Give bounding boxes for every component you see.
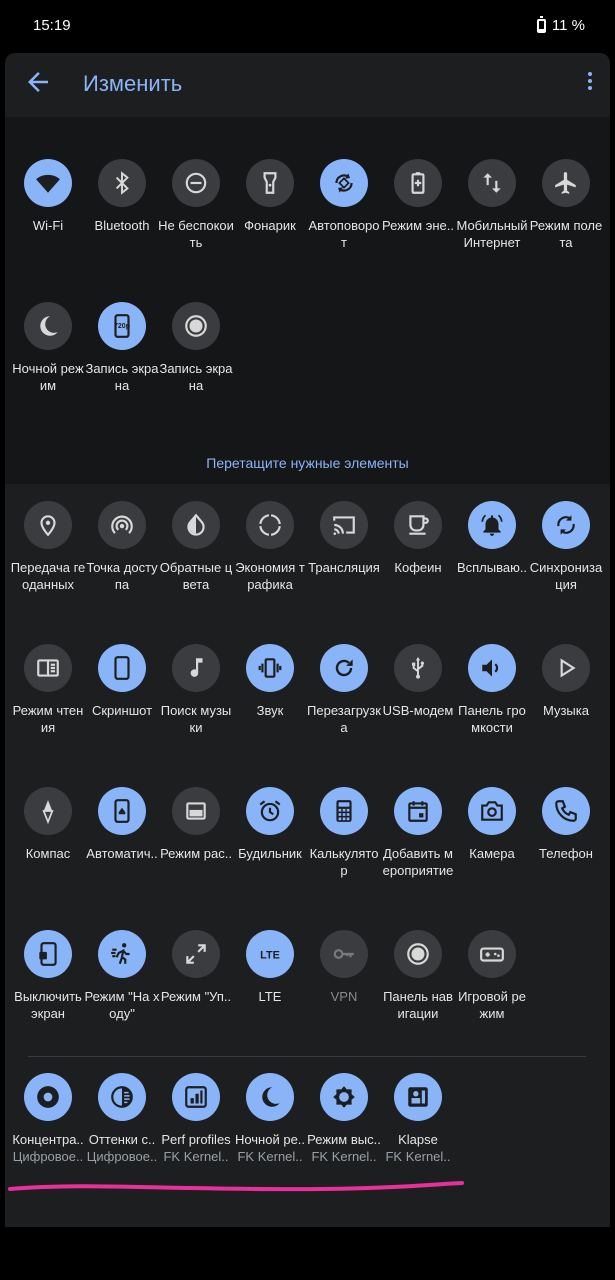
contrast-icon [98, 1073, 146, 1121]
app-bar [5, 53, 610, 113]
record-icon [172, 302, 220, 350]
tile-camera[interactable] [454, 787, 530, 862]
flashlight-icon [246, 159, 294, 207]
tile-sublabel: FK Kernel.. [385, 1149, 451, 1164]
tile-screenshot[interactable] [84, 644, 160, 719]
minus-circle-icon [172, 159, 220, 207]
tile-label: Режим "Уп.. [160, 989, 232, 1004]
tile-auto-brightness[interactable] [84, 787, 160, 862]
tile-screen-record[interactable] [158, 302, 234, 394]
tile-sublabel: FK Kernel.. [237, 1149, 303, 1164]
calculator-icon [320, 787, 368, 835]
tile-reading-mode[interactable] [10, 644, 86, 736]
tile-label: Фонарик [244, 218, 296, 233]
compass-icon [24, 787, 72, 835]
sync-icon [542, 501, 590, 549]
tile-screen-record-720[interactable] [84, 302, 160, 394]
battery-percent: 11 % [551, 17, 585, 34]
tile-reboot[interactable] [306, 644, 382, 736]
tile-caffeine[interactable] [380, 501, 456, 576]
lte-icon [246, 930, 294, 978]
tile-label: Запись экрана [159, 361, 233, 393]
tile-label: Режим "На ходу" [84, 989, 160, 1021]
music-note-icon [172, 644, 220, 692]
hotspot-icon [98, 501, 146, 549]
tile-label: Автоматич.. [86, 846, 158, 861]
back-arrow-icon[interactable] [23, 67, 53, 97]
edit-panel [5, 53, 610, 1227]
tile-label: Компас [25, 846, 71, 861]
tile-label: Запись экрана [85, 361, 159, 393]
tile-label: Точка доступа [86, 560, 158, 592]
record-icon [394, 930, 442, 978]
moon-icon [246, 1073, 294, 1121]
tile-label: Режим полета [529, 218, 603, 250]
tile-one-hand[interactable] [158, 930, 234, 1005]
battery-plus-icon [394, 159, 442, 207]
display-mode-icon [172, 787, 220, 835]
battery-indicator [537, 17, 585, 34]
tile-location[interactable] [10, 501, 86, 593]
usb-icon [394, 644, 442, 692]
tile-display-mode[interactable] [158, 787, 234, 862]
tile-wifi[interactable] [10, 159, 86, 234]
book-icon [24, 644, 72, 692]
tile-label: Klapse [398, 1132, 438, 1147]
tile-music[interactable] [528, 644, 604, 719]
tile-hotspot[interactable] [84, 501, 160, 593]
drag-hint: Перетащите нужные элементы [206, 455, 409, 471]
bluetooth-icon [98, 159, 146, 207]
call-icon [542, 787, 590, 835]
screen-off-icon [24, 930, 72, 978]
more-options-icon[interactable] [580, 69, 600, 97]
tile-sublabel: Цифровое.. [86, 1149, 158, 1164]
tile-label: Ночной режим [12, 361, 84, 393]
camera-icon [468, 787, 516, 835]
wifi-icon [24, 159, 72, 207]
tile-label: Трансляция [308, 560, 380, 575]
tile-label: Панель громкости [458, 703, 526, 735]
tile-label: Концентра.. [12, 1132, 84, 1147]
target-icon [24, 1073, 72, 1121]
tile-night-mode[interactable] [10, 302, 86, 394]
vibrate-icon [246, 644, 294, 692]
tile-label: VPN [330, 989, 358, 1004]
tile-label: Кофеин [394, 560, 442, 575]
airplane-icon [542, 159, 590, 207]
brightness-icon [320, 1073, 368, 1121]
tile-label: Синхронизация [529, 560, 603, 592]
tile-label: Не беспокоить [158, 218, 234, 250]
tile-airplane[interactable] [528, 159, 604, 251]
tile-night-fk[interactable] [232, 1073, 308, 1165]
tile-phone[interactable] [528, 787, 604, 862]
expand-icon [172, 930, 220, 978]
tile-klapse[interactable] [380, 1073, 456, 1165]
tile-label: Перезагрузка [307, 703, 381, 735]
tile-label: Скриншот [91, 703, 153, 718]
tile-invert-colors[interactable] [158, 501, 234, 593]
tile-grayscale[interactable] [84, 1073, 160, 1165]
tile-sublabel: FK Kernel.. [311, 1149, 377, 1164]
tile-label: Режим чтения [12, 703, 84, 735]
tile-label: Выключить экран [14, 989, 82, 1021]
moon-icon [24, 302, 72, 350]
tile-perf-profiles[interactable] [158, 1073, 234, 1165]
tile-label: Wi-Fi [32, 218, 64, 233]
calendar-icon [394, 787, 442, 835]
tile-mobile-data[interactable] [454, 159, 530, 251]
tile-add-event[interactable] [380, 787, 456, 879]
mobile-data-icon [468, 159, 516, 207]
tile-label: Оттенки с.. [88, 1132, 156, 1147]
navigation-bar [0, 1227, 615, 1280]
volume-icon [468, 644, 516, 692]
tile-music-search[interactable] [158, 644, 234, 736]
tile-label: Режим эне.. [382, 218, 454, 233]
key-icon [320, 930, 368, 978]
tile-on-the-go[interactable] [84, 930, 160, 1022]
dashboard-icon [172, 1073, 220, 1121]
tile-game-mode[interactable] [454, 930, 530, 1022]
tile-label: Режим выс.. [307, 1132, 381, 1147]
tile-label: Игровой режим [458, 989, 526, 1021]
tile-battery-saver[interactable] [380, 159, 456, 234]
tile-label: Камера [469, 846, 515, 861]
tile-label: Музыка [543, 703, 589, 718]
data-saver-icon [246, 501, 294, 549]
tile-compass[interactable] [10, 787, 86, 862]
tile-usb-modem[interactable] [380, 644, 456, 719]
tile-bluetooth[interactable] [84, 159, 160, 234]
tile-label: Perf profiles [161, 1132, 231, 1147]
tile-label: Добавить мероприятие [382, 846, 454, 878]
tile-label: Поиск музыки [160, 703, 232, 735]
tile-label: LTE [258, 989, 282, 1004]
tile-dnd[interactable] [158, 159, 234, 251]
tile-cast[interactable] [306, 501, 382, 576]
tile-data-saver[interactable] [232, 501, 308, 593]
battery-icon [537, 19, 546, 33]
tile-flashlight[interactable] [232, 159, 308, 234]
invert-colors-icon [172, 501, 220, 549]
tile-high-brightness[interactable] [306, 1073, 382, 1165]
tile-sublabel: Цифровое.. [12, 1149, 84, 1164]
svg-text:720p: 720p [113, 323, 131, 331]
tile-label: Звук [256, 703, 284, 718]
alarm-icon [246, 787, 294, 835]
gamepad-icon [468, 930, 516, 978]
tile-sync[interactable] [528, 501, 604, 593]
phone-720p-icon [98, 302, 146, 350]
tile-heads-up[interactable] [454, 501, 530, 576]
tile-sound[interactable] [232, 644, 308, 719]
tile-label: Мобильный Интернет [456, 218, 528, 250]
tile-lte[interactable] [232, 930, 308, 1005]
phone-brightness-icon [98, 787, 146, 835]
cast-icon [320, 501, 368, 549]
status-time: 15:19 [33, 17, 71, 34]
tile-label: Обратные цвета [159, 560, 233, 592]
play-icon [542, 644, 590, 692]
tile-label: Bluetooth [94, 218, 150, 233]
phone-icon [98, 644, 146, 692]
tile-label: Ночной ре.. [234, 1132, 306, 1147]
location-icon [24, 501, 72, 549]
tile-volume-panel[interactable] [454, 644, 530, 736]
tile-screen-off[interactable] [10, 930, 86, 1022]
tile-label: Передача геоданных [10, 560, 86, 592]
tile-label: Экономия трафика [235, 560, 305, 592]
tile-label: Всплываю.. [456, 560, 528, 575]
status-bar [0, 0, 615, 52]
tile-vpn[interactable] [306, 930, 382, 1005]
tile-label: Будильник [238, 846, 302, 861]
tile-label: Телефон [539, 846, 593, 861]
running-icon [98, 930, 146, 978]
klapse-icon [394, 1073, 442, 1121]
tile-label: Режим рас.. [160, 846, 232, 861]
tile-label: Автоповорот [308, 218, 380, 250]
tile-label: USB-модем [382, 703, 454, 718]
divider [28, 1056, 586, 1057]
tile-alarm[interactable] [232, 787, 308, 862]
pink-underline-annotation [8, 1180, 464, 1196]
page-title: Изменить [83, 71, 183, 96]
tile-autorotate[interactable] [306, 159, 382, 251]
tile-nav-panel[interactable] [380, 930, 456, 1022]
tile-calculator[interactable] [306, 787, 382, 879]
tile-sublabel: FK Kernel.. [163, 1149, 229, 1164]
rotate-icon [320, 159, 368, 207]
tile-label: Калькулятор [309, 846, 379, 878]
refresh-icon [320, 644, 368, 692]
tile-concentration[interactable] [10, 1073, 86, 1165]
bell-ring-icon [468, 501, 516, 549]
svg-text:LTE: LTE [260, 949, 280, 962]
coffee-icon [394, 501, 442, 549]
tile-label: Панель навигации [383, 989, 453, 1021]
